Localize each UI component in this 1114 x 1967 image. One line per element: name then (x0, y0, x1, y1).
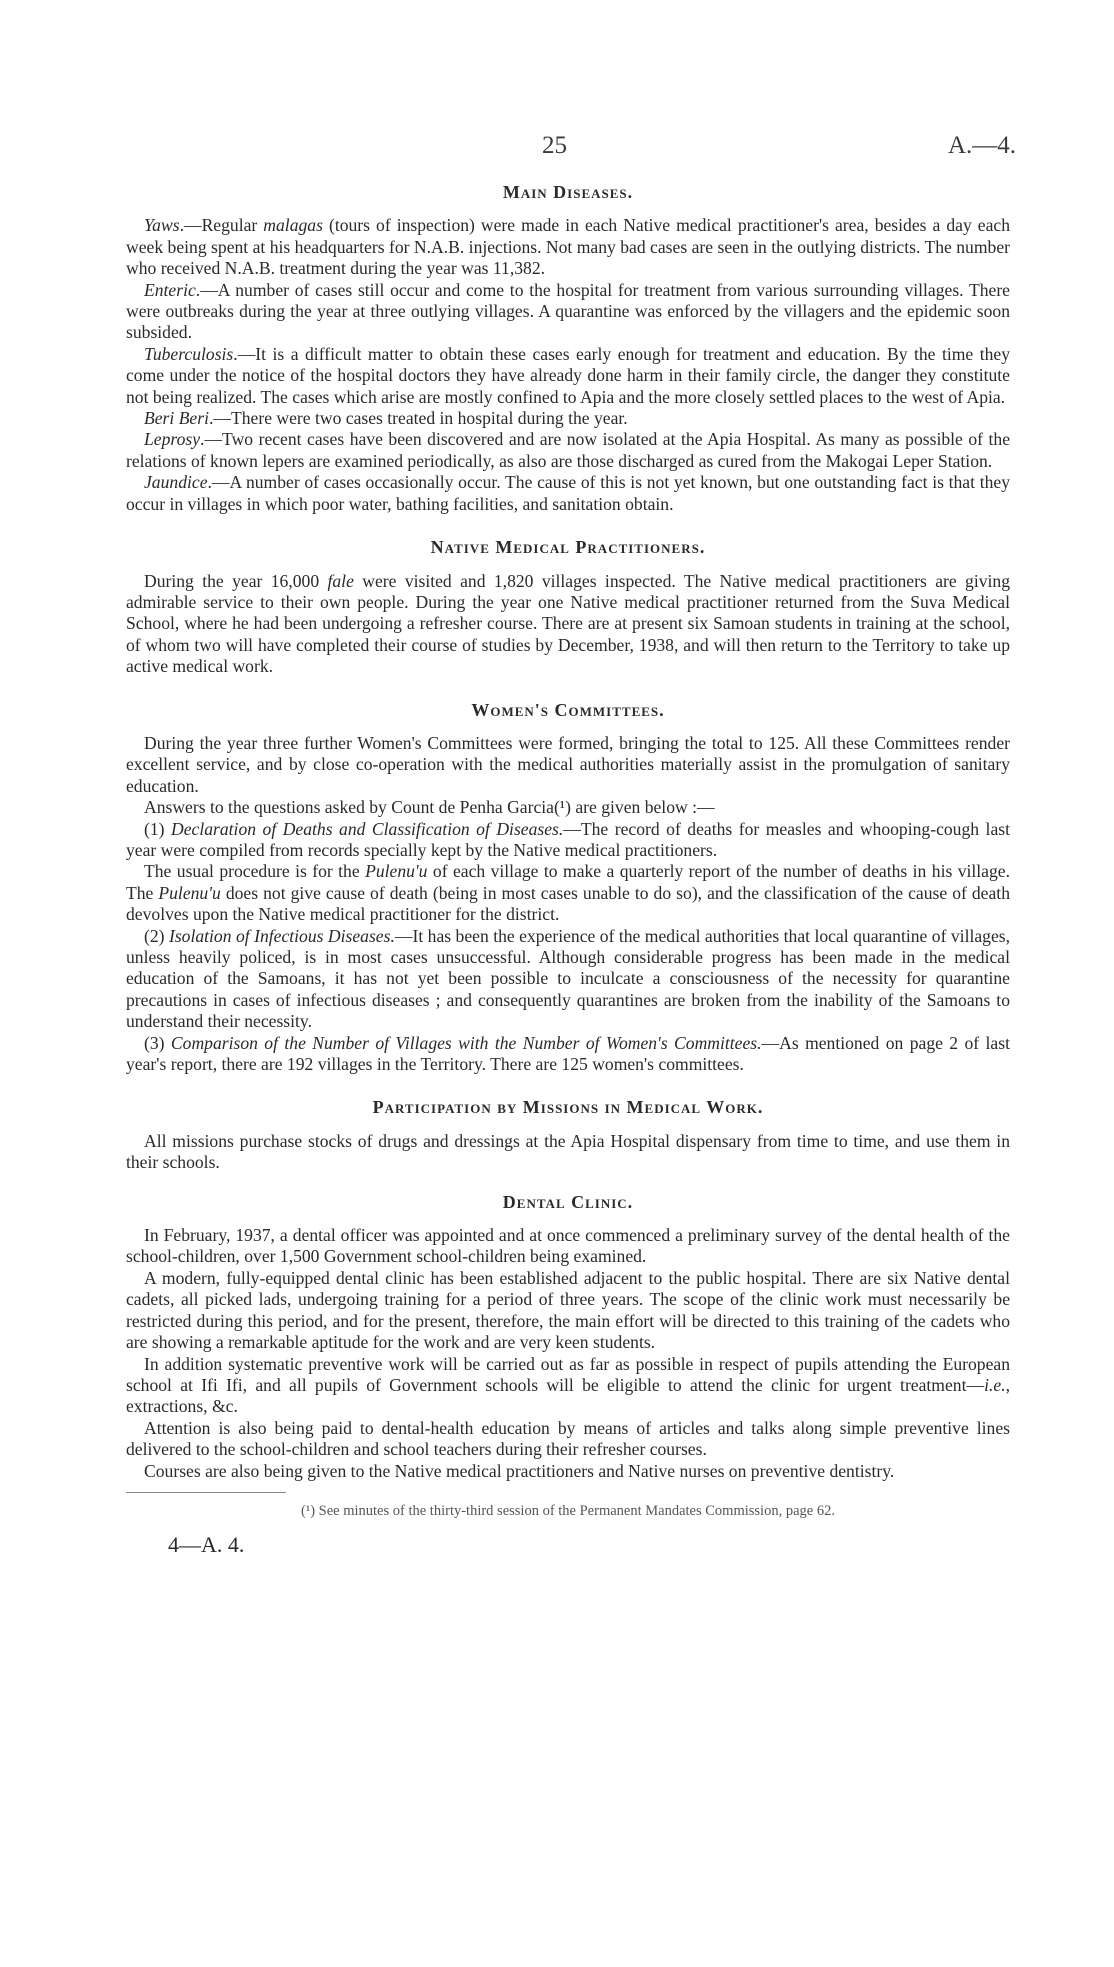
paragraph-dental-education: Attention is also being paid to dental-health education by means of articles and talks along simple preventive lines delivered to the school-children and school teachers during their refresher courses. (126, 1417, 1010, 1460)
paragraph-missions: All missions purchase stocks of drugs and dressings at the Apia Hospital dispensary from time to time, and use them in their schools. (126, 1130, 1010, 1173)
paragraph-question-1: (1) Declaration of Deaths and Classification of Diseases.—The record of deaths for measles and whooping-cough last year were compiled from records specially kept by the Native medical practitioners. (126, 818, 1010, 860)
document-reference: A.—4. (948, 132, 1017, 159)
section-heading-main-diseases: Main Diseases. (502, 182, 634, 202)
footnote-divider (126, 1492, 286, 1493)
paragraph-yaws: Yaws.—Regular malagas (tours of inspection) were made in each Native medical practitioner's area, besides a day each week being spent at his headquarters for N.A.B. injections. Not many bad cases are seen in the outlying districts. The number who received N.A.B. treatment during the year was 11,382. (126, 215, 1010, 279)
paragraph-tuberculosis: Tuberculosis.—It is a difficult matter to obtain these cases early enough for treatment and education. By the time they come under the notice of the hospital doctors they have already done harm in their family circle, the danger they constitute not being realized. The cases which arise are mostly confined to Apia and the more closely settled places to the west of Apia. (126, 343, 1010, 407)
document-body (126, 182, 1010, 1556)
term-tuberculosis: Tuberculosis (144, 343, 234, 364)
section-heading-womens-committees: Women's Committees. (471, 699, 665, 720)
paragraph-dental-clinic: A modern, fully-equipped dental clinic has been established adjacent to the public hospital. There are six Native dental cadets, all picked lads, undergoing training for a period of three years. The scope of the clinic work must necessarily be restricted during this period, and for the present, therefore, the main effort will be directed to this training of the cadets who are showing a remarkable aptitude for the work and are very keen students. (126, 1267, 1010, 1353)
paragraph-answers-intro: Answers to the questions asked by Count de Penha Garcia(¹) are given below :— (144, 797, 715, 818)
term-yaws: Yaws (144, 215, 180, 236)
section-heading-native-practitioners: Native Medical Practitioners. (430, 537, 706, 558)
paragraph-beri-beri: Beri Beri.—There were two cases treated in hospital during the year. (144, 408, 628, 429)
term-leprosy: Leprosy (144, 429, 201, 450)
paragraph-enteric: Enteric.—A number of cases still occur and come to the hospital for treatment from various surrounding villages. There were outbreaks during the year at three outlying villages. A quarantine was enforced by the villagers and the epidemic soon subsided. (126, 279, 1010, 343)
paragraph-question-3: (3) Comparison of the Number of Villages with the Number of Women's Committees.—As mentioned on page 2 of last year's report, there are 192 villages in the Territory. There are 125 women's committees. (126, 1032, 1010, 1075)
paragraph-native-practitioners: During the year 16,000 fale were visited and 1,820 villages inspected. The Native medical practitioners are giving admirable service to their own people. During the year one Native medical practitioner returned from the Suva Medical School, where he had been undergoing a refresher course. There are at present six Samoan students in training at the school, of whom two will have completed their course of studies by December, 1938, and will then return to the Territory to take up active medical work. (126, 570, 1011, 677)
term-jaundice: Jaundice (144, 472, 208, 493)
paragraph-leprosy: Leprosy.—Two recent cases have been discovered and are now isolated at the Apia Hospital. As many as possible of the relations of known lepers are examined periodically, as also are those discharged as cured from the Makogai Leper Station. (126, 429, 1010, 471)
paragraph-courses: Courses are also being given to the Native medical practitioners and Native nurses on preventive dentistry. (144, 1460, 895, 1481)
paragraph-pulenuu-procedure: The usual procedure is for the Pulenu'u of each village to make a quarterly report of the number of deaths in his village. The Pulenu'u does not give cause of death (being in most cases unable to do so), and the classification of the cause of death devolves upon the Native medical practitioner for the district. (126, 861, 1010, 925)
section-heading-missions: Participation by Missions in Medical Work. (372, 1097, 764, 1118)
signature-mark: 4—A. 4. (168, 1532, 245, 1558)
section-heading-dental-clinic: Dental Clinic. (502, 1191, 634, 1212)
paragraph-jaundice: Jaundice.—A number of cases occasionally occur. The cause of this is not yet known, but one outstanding fact is that they occur in villages in which poor water, bathing facilities, and sanitation obtain. (126, 472, 1010, 514)
term-beri-beri: Beri Beri (144, 408, 209, 429)
paragraph-preventive-work: In addition systematic preventive work will be carried out as far as possible in respect of pupils attending the European school at Ifi Ifi, and all pupils of Government schools will be eligible to attend the clinic for urgent treatment—i.e., extractions, &c. (126, 1353, 1010, 1417)
paragraph-question-2: (2) Isolation of Infectious Diseases.—It has been the experience of the medical authorities that local quarantine of villages, unless heavily policed, is in most cases unsuccessful. Although considerable progress has been made in the medical education of the Samoans, it has not yet been possible to inculcate a consciousness of the necessity for quarantine precautions in cases of infectious diseases ; and consequently quarantines are broken from the inability of the Samoans to understand their necessity. (126, 925, 1011, 1032)
paragraph-dental-survey: In February, 1937, a dental officer was appointed and at once commenced a preliminary survey of the dental health of the school-children, over 1,500 Government school-children being examined. (126, 1225, 1010, 1267)
footnote: (¹) See minutes of the thirty-third session of the Permanent Mandates Commission, page 62. (301, 1502, 835, 1519)
page-number: 25 (542, 132, 567, 159)
paragraph-womens-committees: During the year three further Women's Committees were formed, bringing the total to 125. All these Committees render excellent service, and by close co-operation with the medical authorities materially assist in the promulgation of sanitary education. (126, 732, 1010, 796)
term-enteric: Enteric (144, 279, 196, 300)
